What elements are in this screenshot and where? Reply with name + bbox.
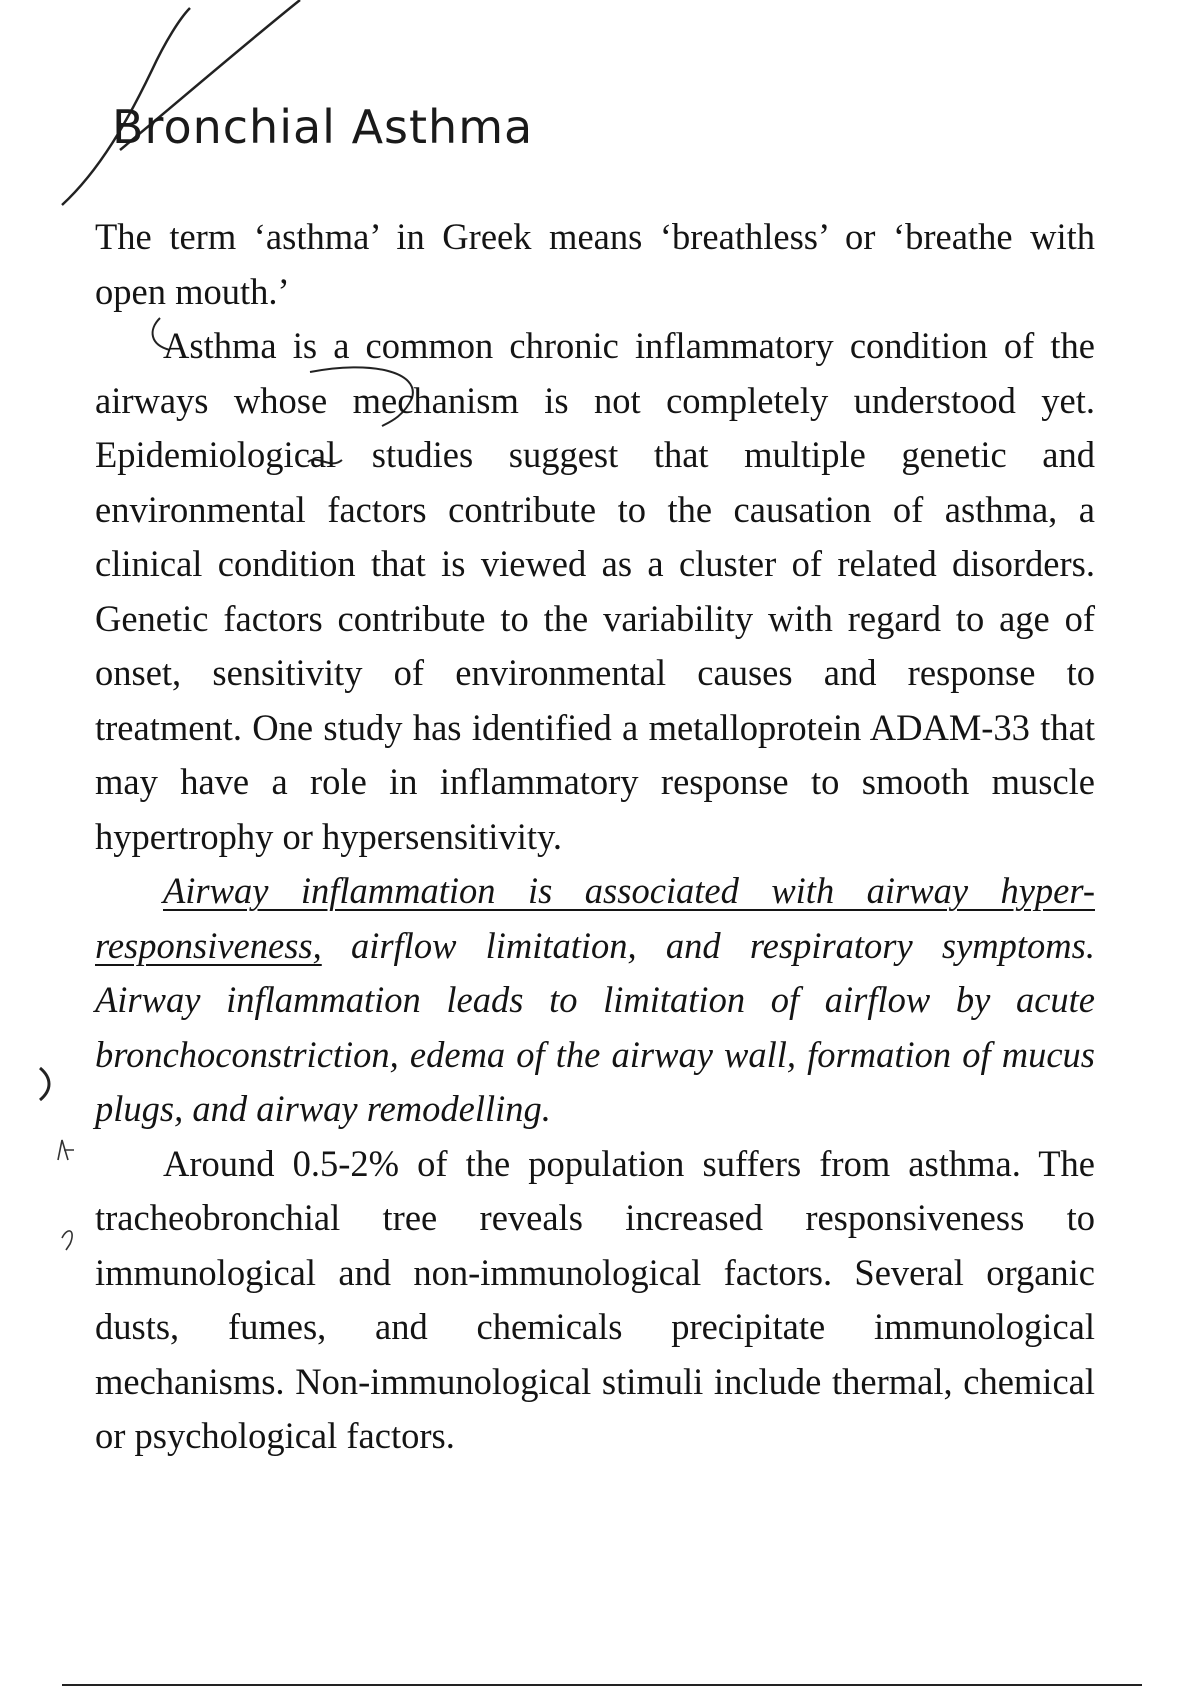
margin-scribble-2 <box>62 1231 72 1250</box>
document-title: Bronchial Asthma <box>112 100 534 154</box>
paragraph-inflammation-rest: airflow limitation, and respiratory symptoms. Airway inflammation leads to limitation of airflow by acute bronchoconstriction, edema of the airway wall, formation of mucus plugs, and airway remodelling. <box>95 924 1095 1129</box>
bottom-rule <box>62 1684 1142 1686</box>
paragraph-inflammation <box>95 864 1095 1137</box>
paragraph-prevalence: Around 0.5-2% of the population suffers from asthma. The tracheobronchial tree reveals increased responsiveness to immunological and non-immunological factors. Several organic dusts, fumes, and chemicals precipitate immunological mechanisms. Non-immunological stimuli include thermal, chemical or psychological factors. <box>95 1142 1095 1456</box>
underlined-phrase: Airway inflammation is associated with airway hyper-responsiveness, <box>95 870 1095 966</box>
paragraph-etymology: The term ‘asthma’ in Greek means ‘breathless’ or ‘breathe with open mouth.’ <box>95 216 1095 312</box>
margin-scribble-1 <box>58 1140 74 1160</box>
margin-bracket-mark <box>40 1068 49 1100</box>
paragraph-definition: Asthma is a common chronic inflammatory condition of the airways whose mechanism is not completely understood yet. Epidemiological studies suggest that multiple genetic and environmental factors contribute to the causation of asthma, a clinical condition that is viewed as a cluster of related disorders. Genetic factors contribute to the variability with regard to age of onset, sensitivity of environmental causes and response to treatment. One study has identified a metalloprotein ADAM-33 that may have a role in inflammatory response to smooth muscle hypertrophy or hypersensitivity. <box>95 325 1095 857</box>
document-body <box>95 210 1095 1464</box>
